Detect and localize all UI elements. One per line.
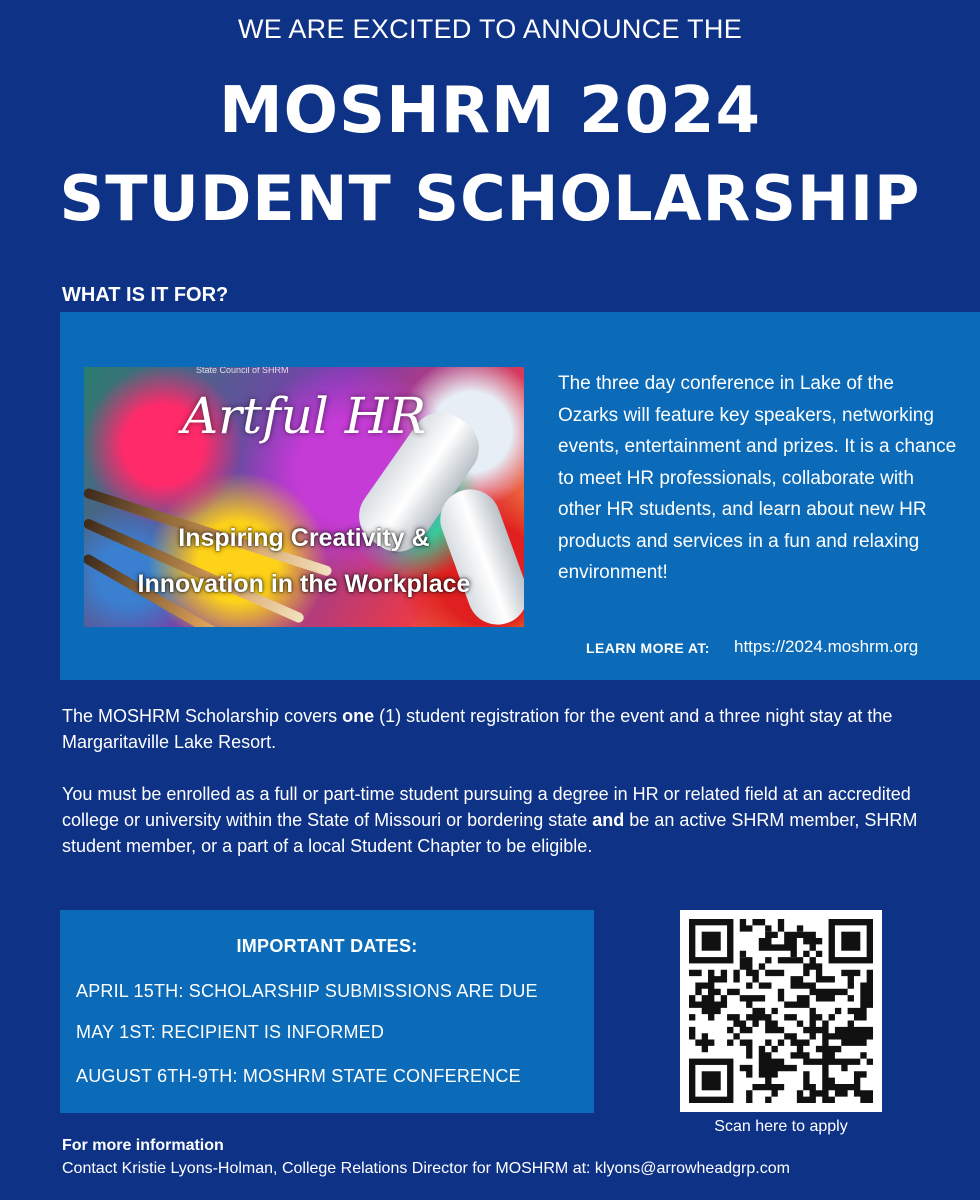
contact-heading: For more information xyxy=(62,1137,224,1154)
coverage-text-1: The MOSHRM Scholarship covers xyxy=(62,706,343,726)
qr-code[interactable] xyxy=(680,910,882,1112)
learn-more-label: LEARN MORE AT: xyxy=(586,640,710,656)
page-title-line-1: MOSHRM 2024 xyxy=(218,74,762,148)
date-item: APRIL 15TH: SCHOLARSHIP SUBMISSIONS ARE DUE xyxy=(76,981,538,1001)
coverage-text-2: (1) student registration for the event and a three night stay at the Margaritaville Lake Resort. xyxy=(62,706,893,752)
artful-hr-logo-text: Artful HR xyxy=(182,387,426,445)
eligibility-text-2: be an active SHRM member, SHRM student member, or a part of a local Student Chapter to be eligible. xyxy=(62,810,918,856)
coverage-bold: one xyxy=(342,706,375,726)
eligibility-text-1: You must be enrolled as a full or part-time student pursuing a degree in HR or related field at an accredited college or university within the State of Missouri or bordering state xyxy=(62,784,911,830)
eligibility-bold: and xyxy=(592,810,625,830)
artful-hr-banner-image xyxy=(84,367,524,627)
learn-more-link[interactable]: https://2024.moshrm.org xyxy=(734,637,919,656)
coverage-paragraph xyxy=(62,703,942,755)
image-small-text: State Council of SHRM xyxy=(196,367,289,375)
date-item: AUGUST 6TH-9TH: MOSHRM STATE CONFERENCE xyxy=(76,1066,521,1086)
qr-caption: Scan here to apply xyxy=(714,1118,848,1135)
what-is-it-for-heading: WHAT IS IT FOR? xyxy=(62,284,229,306)
contact-text[interactable]: Contact Kristie Lyons-Holman, College Relations Director for MOSHRM at: klyons@arrowheadgrp.com xyxy=(62,1160,790,1177)
qr-code-pattern xyxy=(680,910,882,1112)
important-dates-heading: IMPORTANT DATES: xyxy=(236,936,418,956)
date-item: MAY 1ST: RECIPIENT IS INFORMED xyxy=(76,1022,385,1042)
intro-text: WE ARE EXCITED TO ANNOUNCE THE xyxy=(237,14,743,44)
image-caption-line-2: Innovation in the Workplace xyxy=(137,570,471,598)
image-caption-line-1: Inspiring Creativity & xyxy=(178,524,430,552)
conference-description: The three day conference in Lake of the Ozarks will feature key speakers, networking events, entertainment and prizes. It is a chance to meet HR professionals, collaborate with other HR students, and learn about new HR products and services in a fun and relaxing environment! xyxy=(558,373,957,583)
eligibility-paragraph xyxy=(62,781,942,859)
page-title-line-2: STUDENT SCHOLARSHIP xyxy=(59,162,921,235)
